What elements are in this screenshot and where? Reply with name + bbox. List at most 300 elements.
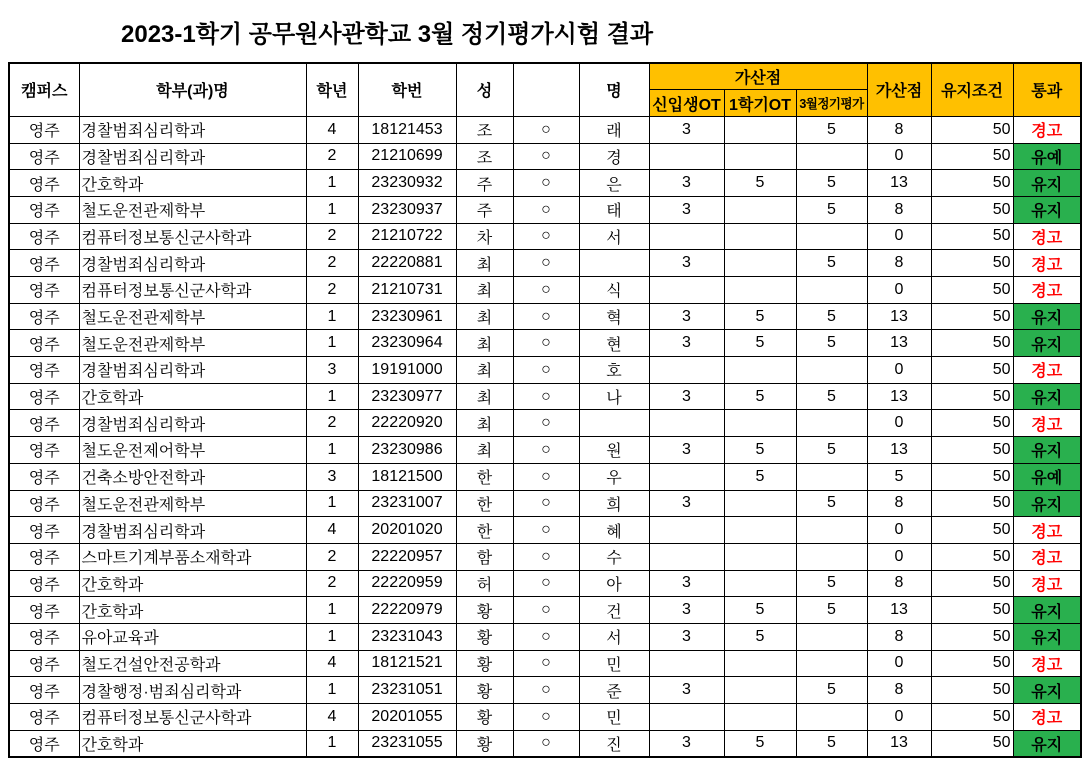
- maintain-condition-cell[interactable]: 50: [931, 277, 1013, 304]
- pass-status-cell[interactable]: 경고: [1013, 116, 1081, 143]
- year-cell[interactable]: 2: [306, 410, 358, 437]
- pass-status-cell[interactable]: 경고: [1013, 223, 1081, 250]
- surname-cell[interactable]: 주: [456, 170, 513, 197]
- march-eval-cell[interactable]: 5: [796, 303, 867, 330]
- sem1-ot-cell[interactable]: 5: [724, 730, 796, 757]
- student-id-cell[interactable]: 20201055: [358, 704, 456, 731]
- masked-name-char[interactable]: ○: [513, 623, 579, 650]
- masked-name-char[interactable]: ○: [513, 116, 579, 143]
- masked-name-char[interactable]: ○: [513, 543, 579, 570]
- sem1-ot-cell[interactable]: [724, 250, 796, 277]
- bonus-total-cell[interactable]: 8: [867, 250, 931, 277]
- masked-name-char[interactable]: ○: [513, 410, 579, 437]
- campus-cell[interactable]: 영주: [9, 196, 79, 223]
- givenname-cell[interactable]: 희: [579, 490, 649, 517]
- bonus-total-cell[interactable]: 0: [867, 357, 931, 384]
- year-cell[interactable]: 4: [306, 650, 358, 677]
- student-id-cell[interactable]: 23230932: [358, 170, 456, 197]
- header-masked[interactable]: [513, 63, 579, 116]
- header-surname[interactable]: 성: [456, 63, 513, 116]
- department-cell[interactable]: 간호학과: [79, 597, 306, 624]
- masked-name-char[interactable]: ○: [513, 223, 579, 250]
- department-cell[interactable]: 경찰범죄심리학과: [79, 517, 306, 544]
- bonus-total-cell[interactable]: 8: [867, 490, 931, 517]
- bonus-total-cell[interactable]: 0: [867, 650, 931, 677]
- student-id-cell[interactable]: 18121453: [358, 116, 456, 143]
- header-bonus-total[interactable]: 가산점: [867, 63, 931, 116]
- student-id-cell[interactable]: 20201020: [358, 517, 456, 544]
- student-id-cell[interactable]: 23231043: [358, 623, 456, 650]
- freshman-ot-cell[interactable]: [649, 704, 724, 731]
- year-cell[interactable]: 3: [306, 357, 358, 384]
- year-cell[interactable]: 1: [306, 196, 358, 223]
- sem1-ot-cell[interactable]: [724, 570, 796, 597]
- header-march-eval[interactable]: 3월정기평가: [796, 90, 867, 117]
- pass-status-cell[interactable]: 유지: [1013, 677, 1081, 704]
- pass-status-cell[interactable]: 유예: [1013, 143, 1081, 170]
- maintain-condition-cell[interactable]: 50: [931, 623, 1013, 650]
- campus-cell[interactable]: 영주: [9, 490, 79, 517]
- surname-cell[interactable]: 허: [456, 570, 513, 597]
- sem1-ot-cell[interactable]: 5: [724, 303, 796, 330]
- student-id-cell[interactable]: 23230977: [358, 383, 456, 410]
- year-cell[interactable]: 4: [306, 517, 358, 544]
- march-eval-cell[interactable]: 5: [796, 383, 867, 410]
- freshman-ot-cell[interactable]: 3: [649, 196, 724, 223]
- freshman-ot-cell[interactable]: 3: [649, 677, 724, 704]
- masked-name-char[interactable]: ○: [513, 196, 579, 223]
- surname-cell[interactable]: 황: [456, 597, 513, 624]
- surname-cell[interactable]: 황: [456, 677, 513, 704]
- march-eval-cell[interactable]: 5: [796, 330, 867, 357]
- masked-name-char[interactable]: ○: [513, 650, 579, 677]
- maintain-condition-cell[interactable]: 50: [931, 357, 1013, 384]
- header-department[interactable]: 학부(과)명: [79, 63, 306, 116]
- surname-cell[interactable]: 차: [456, 223, 513, 250]
- bonus-total-cell[interactable]: 13: [867, 597, 931, 624]
- header-campus[interactable]: 캠퍼스: [9, 63, 79, 116]
- department-cell[interactable]: 간호학과: [79, 730, 306, 757]
- campus-cell[interactable]: 영주: [9, 143, 79, 170]
- march-eval-cell[interactable]: [796, 410, 867, 437]
- campus-cell[interactable]: 영주: [9, 277, 79, 304]
- student-id-cell[interactable]: 23231051: [358, 677, 456, 704]
- givenname-cell[interactable]: 혜: [579, 517, 649, 544]
- masked-name-char[interactable]: ○: [513, 570, 579, 597]
- campus-cell[interactable]: 영주: [9, 730, 79, 757]
- march-eval-cell[interactable]: [796, 277, 867, 304]
- march-eval-cell[interactable]: [796, 143, 867, 170]
- maintain-condition-cell[interactable]: 50: [931, 730, 1013, 757]
- student-id-cell[interactable]: 21210731: [358, 277, 456, 304]
- maintain-condition-cell[interactable]: 50: [931, 250, 1013, 277]
- student-id-cell[interactable]: 18121500: [358, 463, 456, 490]
- givenname-cell[interactable]: 태: [579, 196, 649, 223]
- pass-status-cell[interactable]: 유지: [1013, 383, 1081, 410]
- maintain-condition-cell[interactable]: 50: [931, 517, 1013, 544]
- surname-cell[interactable]: 최: [456, 357, 513, 384]
- givenname-cell[interactable]: 래: [579, 116, 649, 143]
- masked-name-char[interactable]: ○: [513, 597, 579, 624]
- campus-cell[interactable]: 영주: [9, 223, 79, 250]
- campus-cell[interactable]: 영주: [9, 437, 79, 464]
- department-cell[interactable]: 간호학과: [79, 170, 306, 197]
- student-id-cell[interactable]: 23231007: [358, 490, 456, 517]
- surname-cell[interactable]: 한: [456, 463, 513, 490]
- bonus-total-cell[interactable]: 8: [867, 677, 931, 704]
- march-eval-cell[interactable]: [796, 650, 867, 677]
- masked-name-char[interactable]: ○: [513, 383, 579, 410]
- bonus-total-cell[interactable]: 0: [867, 143, 931, 170]
- givenname-cell[interactable]: 민: [579, 650, 649, 677]
- march-eval-cell[interactable]: 5: [796, 730, 867, 757]
- header-sem1-ot[interactable]: 1학기OT: [724, 90, 796, 117]
- maintain-condition-cell[interactable]: 50: [931, 704, 1013, 731]
- student-id-cell[interactable]: 21210722: [358, 223, 456, 250]
- pass-status-cell[interactable]: 경고: [1013, 543, 1081, 570]
- givenname-cell[interactable]: 민: [579, 704, 649, 731]
- sem1-ot-cell[interactable]: [724, 277, 796, 304]
- maintain-condition-cell[interactable]: 50: [931, 330, 1013, 357]
- sem1-ot-cell[interactable]: [724, 677, 796, 704]
- pass-status-cell[interactable]: 경고: [1013, 277, 1081, 304]
- surname-cell[interactable]: 최: [456, 410, 513, 437]
- maintain-condition-cell[interactable]: 50: [931, 143, 1013, 170]
- maintain-condition-cell[interactable]: 50: [931, 597, 1013, 624]
- givenname-cell[interactable]: 아: [579, 570, 649, 597]
- freshman-ot-cell[interactable]: 3: [649, 490, 724, 517]
- student-id-cell[interactable]: 22220957: [358, 543, 456, 570]
- campus-cell[interactable]: 영주: [9, 543, 79, 570]
- maintain-condition-cell[interactable]: 50: [931, 570, 1013, 597]
- pass-status-cell[interactable]: 유지: [1013, 730, 1081, 757]
- sem1-ot-cell[interactable]: [724, 357, 796, 384]
- year-cell[interactable]: 1: [306, 490, 358, 517]
- masked-name-char[interactable]: ○: [513, 170, 579, 197]
- department-cell[interactable]: 컴퓨터정보통신군사학과: [79, 704, 306, 731]
- givenname-cell[interactable]: 식: [579, 277, 649, 304]
- masked-name-char[interactable]: ○: [513, 517, 579, 544]
- year-cell[interactable]: 1: [306, 623, 358, 650]
- year-cell[interactable]: 2: [306, 223, 358, 250]
- maintain-condition-cell[interactable]: 50: [931, 490, 1013, 517]
- year-cell[interactable]: 1: [306, 730, 358, 757]
- bonus-total-cell[interactable]: 13: [867, 303, 931, 330]
- maintain-condition-cell[interactable]: 50: [931, 303, 1013, 330]
- freshman-ot-cell[interactable]: [649, 650, 724, 677]
- bonus-total-cell[interactable]: 0: [867, 517, 931, 544]
- pass-status-cell[interactable]: 유지: [1013, 623, 1081, 650]
- sem1-ot-cell[interactable]: [724, 410, 796, 437]
- givenname-cell[interactable]: [579, 410, 649, 437]
- header-maintain-condition[interactable]: 유지조건: [931, 63, 1013, 116]
- department-cell[interactable]: 철도운전관제학부: [79, 196, 306, 223]
- sem1-ot-cell[interactable]: [724, 490, 796, 517]
- department-cell[interactable]: 철도운전관제학부: [79, 330, 306, 357]
- givenname-cell[interactable]: 서: [579, 623, 649, 650]
- bonus-total-cell[interactable]: 13: [867, 383, 931, 410]
- department-cell[interactable]: 경찰범죄심리학과: [79, 357, 306, 384]
- year-cell[interactable]: 2: [306, 250, 358, 277]
- pass-status-cell[interactable]: 유지: [1013, 170, 1081, 197]
- student-id-cell[interactable]: 23230964: [358, 330, 456, 357]
- surname-cell[interactable]: 조: [456, 143, 513, 170]
- masked-name-char[interactable]: ○: [513, 490, 579, 517]
- freshman-ot-cell[interactable]: 3: [649, 330, 724, 357]
- sem1-ot-cell[interactable]: [724, 143, 796, 170]
- maintain-condition-cell[interactable]: 50: [931, 437, 1013, 464]
- surname-cell[interactable]: 주: [456, 196, 513, 223]
- freshman-ot-cell[interactable]: 3: [649, 383, 724, 410]
- freshman-ot-cell[interactable]: [649, 277, 724, 304]
- march-eval-cell[interactable]: [796, 704, 867, 731]
- department-cell[interactable]: 건축소방안전학과: [79, 463, 306, 490]
- sem1-ot-cell[interactable]: [724, 704, 796, 731]
- givenname-cell[interactable]: 진: [579, 730, 649, 757]
- march-eval-cell[interactable]: 5: [796, 196, 867, 223]
- givenname-cell[interactable]: 경: [579, 143, 649, 170]
- header-bonus-group[interactable]: 가산점: [649, 63, 867, 90]
- bonus-total-cell[interactable]: 0: [867, 277, 931, 304]
- campus-cell[interactable]: 영주: [9, 597, 79, 624]
- campus-cell[interactable]: 영주: [9, 704, 79, 731]
- department-cell[interactable]: 간호학과: [79, 383, 306, 410]
- bonus-total-cell[interactable]: 13: [867, 170, 931, 197]
- pass-status-cell[interactable]: 유예: [1013, 463, 1081, 490]
- student-id-cell[interactable]: 22220959: [358, 570, 456, 597]
- surname-cell[interactable]: 최: [456, 383, 513, 410]
- pass-status-cell[interactable]: 경고: [1013, 570, 1081, 597]
- year-cell[interactable]: 4: [306, 116, 358, 143]
- sem1-ot-cell[interactable]: 5: [724, 463, 796, 490]
- freshman-ot-cell[interactable]: 3: [649, 303, 724, 330]
- department-cell[interactable]: 철도건설안전공학과: [79, 650, 306, 677]
- department-cell[interactable]: 철도운전제어학부: [79, 437, 306, 464]
- maintain-condition-cell[interactable]: 50: [931, 383, 1013, 410]
- freshman-ot-cell[interactable]: 3: [649, 570, 724, 597]
- givenname-cell[interactable]: 혁: [579, 303, 649, 330]
- bonus-total-cell[interactable]: 0: [867, 704, 931, 731]
- campus-cell[interactable]: 영주: [9, 677, 79, 704]
- bonus-total-cell[interactable]: 13: [867, 437, 931, 464]
- march-eval-cell[interactable]: [796, 463, 867, 490]
- givenname-cell[interactable]: 호: [579, 357, 649, 384]
- header-pass[interactable]: 통과: [1013, 63, 1081, 116]
- freshman-ot-cell[interactable]: 3: [649, 623, 724, 650]
- campus-cell[interactable]: 영주: [9, 383, 79, 410]
- surname-cell[interactable]: 황: [456, 650, 513, 677]
- pass-status-cell[interactable]: 유지: [1013, 303, 1081, 330]
- masked-name-char[interactable]: ○: [513, 330, 579, 357]
- masked-name-char[interactable]: ○: [513, 357, 579, 384]
- maintain-condition-cell[interactable]: 50: [931, 223, 1013, 250]
- march-eval-cell[interactable]: [796, 623, 867, 650]
- department-cell[interactable]: 경찰범죄심리학과: [79, 116, 306, 143]
- freshman-ot-cell[interactable]: [649, 410, 724, 437]
- masked-name-char[interactable]: ○: [513, 303, 579, 330]
- campus-cell[interactable]: 영주: [9, 410, 79, 437]
- bonus-total-cell[interactable]: 13: [867, 730, 931, 757]
- givenname-cell[interactable]: 현: [579, 330, 649, 357]
- department-cell[interactable]: 컴퓨터정보통신군사학과: [79, 223, 306, 250]
- maintain-condition-cell[interactable]: 50: [931, 677, 1013, 704]
- year-cell[interactable]: 1: [306, 437, 358, 464]
- pass-status-cell[interactable]: 유지: [1013, 597, 1081, 624]
- pass-status-cell[interactable]: 경고: [1013, 650, 1081, 677]
- freshman-ot-cell[interactable]: 3: [649, 170, 724, 197]
- surname-cell[interactable]: 한: [456, 490, 513, 517]
- maintain-condition-cell[interactable]: 50: [931, 650, 1013, 677]
- department-cell[interactable]: 철도운전관제학부: [79, 303, 306, 330]
- student-id-cell[interactable]: 22220881: [358, 250, 456, 277]
- freshman-ot-cell[interactable]: 3: [649, 597, 724, 624]
- givenname-cell[interactable]: 원: [579, 437, 649, 464]
- march-eval-cell[interactable]: 5: [796, 597, 867, 624]
- bonus-total-cell[interactable]: 0: [867, 410, 931, 437]
- header-student-id[interactable]: 학번: [358, 63, 456, 116]
- pass-status-cell[interactable]: 경고: [1013, 410, 1081, 437]
- sem1-ot-cell[interactable]: [724, 223, 796, 250]
- freshman-ot-cell[interactable]: [649, 517, 724, 544]
- march-eval-cell[interactable]: [796, 357, 867, 384]
- givenname-cell[interactable]: 건: [579, 597, 649, 624]
- year-cell[interactable]: 4: [306, 704, 358, 731]
- bonus-total-cell[interactable]: 5: [867, 463, 931, 490]
- bonus-total-cell[interactable]: 13: [867, 330, 931, 357]
- masked-name-char[interactable]: ○: [513, 437, 579, 464]
- campus-cell[interactable]: 영주: [9, 357, 79, 384]
- pass-status-cell[interactable]: 유지: [1013, 437, 1081, 464]
- masked-name-char[interactable]: ○: [513, 677, 579, 704]
- march-eval-cell[interactable]: 5: [796, 437, 867, 464]
- freshman-ot-cell[interactable]: 3: [649, 116, 724, 143]
- march-eval-cell[interactable]: 5: [796, 677, 867, 704]
- student-id-cell[interactable]: 23231055: [358, 730, 456, 757]
- march-eval-cell[interactable]: 5: [796, 570, 867, 597]
- campus-cell[interactable]: 영주: [9, 116, 79, 143]
- department-cell[interactable]: 경찰범죄심리학과: [79, 250, 306, 277]
- student-id-cell[interactable]: 23230986: [358, 437, 456, 464]
- sem1-ot-cell[interactable]: [724, 650, 796, 677]
- bonus-total-cell[interactable]: 8: [867, 570, 931, 597]
- pass-status-cell[interactable]: 유지: [1013, 196, 1081, 223]
- header-givenname[interactable]: 명: [579, 63, 649, 116]
- department-cell[interactable]: 경찰범죄심리학과: [79, 143, 306, 170]
- masked-name-char[interactable]: ○: [513, 143, 579, 170]
- bonus-total-cell[interactable]: 0: [867, 543, 931, 570]
- year-cell[interactable]: 1: [306, 677, 358, 704]
- year-cell[interactable]: 1: [306, 170, 358, 197]
- campus-cell[interactable]: 영주: [9, 463, 79, 490]
- bonus-total-cell[interactable]: 8: [867, 116, 931, 143]
- bonus-total-cell[interactable]: 8: [867, 196, 931, 223]
- pass-status-cell[interactable]: 경고: [1013, 704, 1081, 731]
- sem1-ot-cell[interactable]: [724, 517, 796, 544]
- givenname-cell[interactable]: 준: [579, 677, 649, 704]
- surname-cell[interactable]: 최: [456, 330, 513, 357]
- year-cell[interactable]: 1: [306, 597, 358, 624]
- surname-cell[interactable]: 황: [456, 730, 513, 757]
- freshman-ot-cell[interactable]: 3: [649, 437, 724, 464]
- sem1-ot-cell[interactable]: 5: [724, 383, 796, 410]
- campus-cell[interactable]: 영주: [9, 517, 79, 544]
- maintain-condition-cell[interactable]: 50: [931, 170, 1013, 197]
- campus-cell[interactable]: 영주: [9, 650, 79, 677]
- bonus-total-cell[interactable]: 8: [867, 623, 931, 650]
- pass-status-cell[interactable]: 경고: [1013, 517, 1081, 544]
- march-eval-cell[interactable]: 5: [796, 116, 867, 143]
- campus-cell[interactable]: 영주: [9, 303, 79, 330]
- maintain-condition-cell[interactable]: 50: [931, 116, 1013, 143]
- surname-cell[interactable]: 최: [456, 303, 513, 330]
- student-id-cell[interactable]: 18121521: [358, 650, 456, 677]
- sem1-ot-cell[interactable]: 5: [724, 623, 796, 650]
- year-cell[interactable]: 1: [306, 383, 358, 410]
- sem1-ot-cell[interactable]: [724, 543, 796, 570]
- department-cell[interactable]: 컴퓨터정보통신군사학과: [79, 277, 306, 304]
- header-freshman-ot[interactable]: 신입생OT: [649, 90, 724, 117]
- givenname-cell[interactable]: [579, 250, 649, 277]
- campus-cell[interactable]: 영주: [9, 570, 79, 597]
- givenname-cell[interactable]: 나: [579, 383, 649, 410]
- surname-cell[interactable]: 한: [456, 517, 513, 544]
- masked-name-char[interactable]: ○: [513, 277, 579, 304]
- surname-cell[interactable]: 황: [456, 704, 513, 731]
- campus-cell[interactable]: 영주: [9, 170, 79, 197]
- sem1-ot-cell[interactable]: [724, 116, 796, 143]
- givenname-cell[interactable]: 서: [579, 223, 649, 250]
- pass-status-cell[interactable]: 경고: [1013, 357, 1081, 384]
- masked-name-char[interactable]: ○: [513, 250, 579, 277]
- department-cell[interactable]: 스마트기계부품소재학과: [79, 543, 306, 570]
- sem1-ot-cell[interactable]: 5: [724, 170, 796, 197]
- header-year[interactable]: 학년: [306, 63, 358, 116]
- year-cell[interactable]: 2: [306, 277, 358, 304]
- pass-status-cell[interactable]: 경고: [1013, 250, 1081, 277]
- march-eval-cell[interactable]: 5: [796, 250, 867, 277]
- masked-name-char[interactable]: ○: [513, 730, 579, 757]
- freshman-ot-cell[interactable]: [649, 357, 724, 384]
- masked-name-char[interactable]: ○: [513, 463, 579, 490]
- maintain-condition-cell[interactable]: 50: [931, 410, 1013, 437]
- march-eval-cell[interactable]: [796, 517, 867, 544]
- year-cell[interactable]: 3: [306, 463, 358, 490]
- pass-status-cell[interactable]: 유지: [1013, 330, 1081, 357]
- march-eval-cell[interactable]: 5: [796, 170, 867, 197]
- department-cell[interactable]: 유아교육과: [79, 623, 306, 650]
- givenname-cell[interactable]: 수: [579, 543, 649, 570]
- student-id-cell[interactable]: 21210699: [358, 143, 456, 170]
- surname-cell[interactable]: 조: [456, 116, 513, 143]
- givenname-cell[interactable]: 우: [579, 463, 649, 490]
- masked-name-char[interactable]: ○: [513, 704, 579, 731]
- freshman-ot-cell[interactable]: [649, 543, 724, 570]
- year-cell[interactable]: 1: [306, 303, 358, 330]
- surname-cell[interactable]: 최: [456, 277, 513, 304]
- department-cell[interactable]: 철도운전관제학부: [79, 490, 306, 517]
- pass-status-cell[interactable]: 유지: [1013, 490, 1081, 517]
- bonus-total-cell[interactable]: 0: [867, 223, 931, 250]
- campus-cell[interactable]: 영주: [9, 623, 79, 650]
- maintain-condition-cell[interactable]: 50: [931, 196, 1013, 223]
- sem1-ot-cell[interactable]: 5: [724, 437, 796, 464]
- department-cell[interactable]: 경찰범죄심리학과: [79, 410, 306, 437]
- givenname-cell[interactable]: 은: [579, 170, 649, 197]
- sem1-ot-cell[interactable]: [724, 196, 796, 223]
- student-id-cell[interactable]: 23230937: [358, 196, 456, 223]
- year-cell[interactable]: 2: [306, 543, 358, 570]
- march-eval-cell[interactable]: [796, 223, 867, 250]
